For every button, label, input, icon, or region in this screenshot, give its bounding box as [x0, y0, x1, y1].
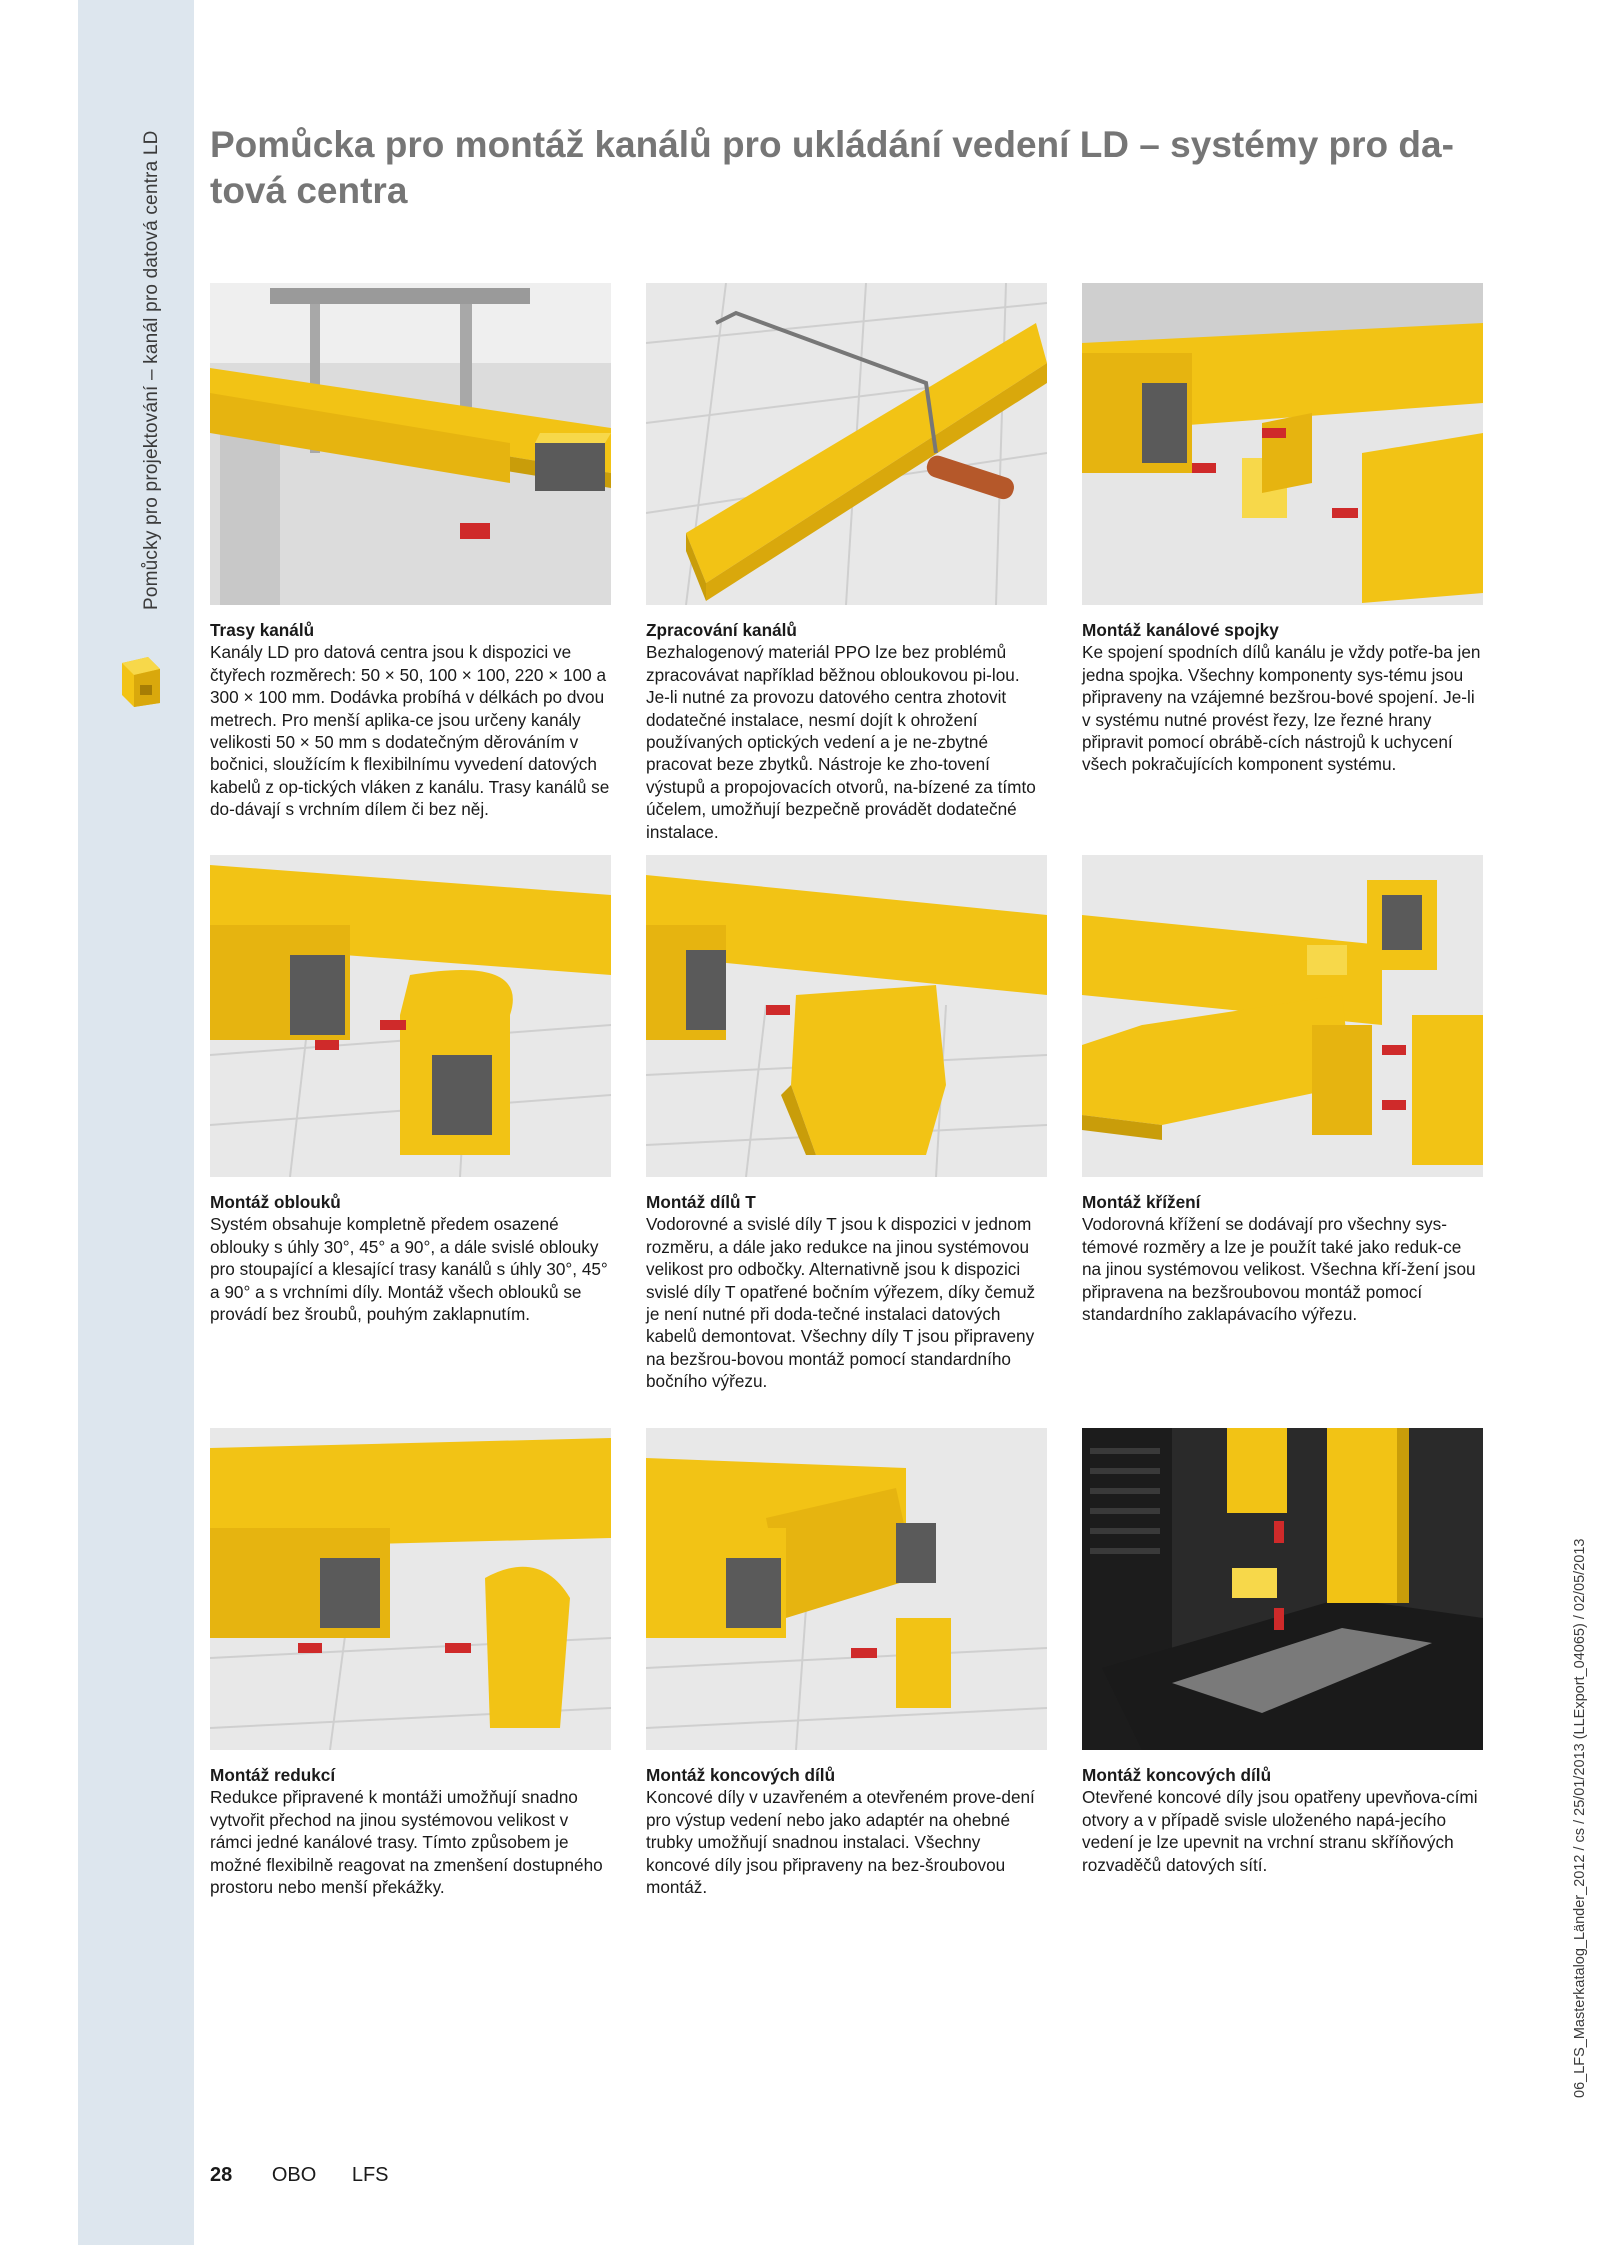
caption-t-piece-mounting [646, 1191, 1047, 1393]
caption-heading: Trasy kanálů [210, 620, 315, 640]
caption-text: Bezhalogenový materiál PPO lze bez problémů zpracovávat například běžnou obloukovou pi-lou. Je-li nutné za provozu datového centra zhotovit dodatečné instalace, nesmí dojít k ohrožení používaných optických vedení a je ne-zbytné pracovat beze zbytků. Nástroje ke zho-tovení výstupů a propojovacích otvorů, na-bízené za tímto účelem, umožňují bezpečně provádět dodatečné instalace. [646, 642, 1036, 842]
caption-heading: Montáž oblouků [210, 1192, 341, 1212]
page-footer [210, 2164, 419, 2187]
caption-heading: Montáž křížení [1082, 1192, 1201, 1212]
caption-heading: Montáž redukcí [210, 1765, 336, 1785]
caption-heading: Montáž kanálové spojky [1082, 620, 1279, 640]
caption-channel-processing [646, 619, 1047, 843]
caption-heading: Montáž koncových dílů [646, 1765, 836, 1785]
caption-text: Vodorovná křížení se dodávají pro všechny sys-témové rozměry a lze je použít také jako reduk-ce na jinou systémovou velikost. Všechna kří-žení jsou připravena na bezšroubovou montáž pomocí standardního zaklapávacího výřezu. [1082, 1214, 1476, 1325]
caption-text: Redukce připravené k montáži umožňují snadno vytvořit přechod na jinou systémovou velikost v rámci jedné kanálové trasy. Tímto způsobem je možné flexibilně reagovat na zmenšení dostupného prostoru nebo menší překážky. [210, 1787, 603, 1898]
footer-brand: OBO [271, 2164, 317, 2186]
photo-channel-routes [210, 283, 611, 605]
caption-coupler-mounting [1082, 619, 1483, 776]
caption-channel-routes [210, 619, 611, 821]
caption-heading: Montáž dílů T [646, 1192, 756, 1212]
photo-coupler-mounting [1082, 283, 1483, 605]
caption-open-end-piece-mounting [1082, 1764, 1483, 1876]
caption-bend-mounting [210, 1191, 611, 1325]
photo-t-piece-mounting [646, 855, 1047, 1177]
photo-channel-processing [646, 283, 1047, 605]
footer-section: LFS [351, 2164, 389, 2186]
caption-text: Kanály LD pro datová centra jsou k dispozici ve čtyřech rozměrech: 50 × 50, 100 × 100, 220 × 100 a 300 × 100 mm. Dodávka probíhá v délkách po dvou metrech. Pro menší aplika-ce jsou určeny kanály velikosti 50 × 50 mm s dodatečným děrováním v bočnici, sloužícím k flexibilnímu vyvedení datových kabelů z op-tických vláken z kanálu. Trasy kanálů se do-dávají s vrchním dílem či bez něj. [210, 642, 610, 820]
page-number: 28 [210, 2164, 233, 2186]
photo-crossing-mounting [1082, 855, 1483, 1177]
caption-text: Vodorovné a svislé díly T jsou k dispozici v jednom rozměru, a dále jako redukce na jinou systémovou velikost pro odbočky. Alternativně jsou k dispozici svislé díly T opatřené bočním výřezem, díky čemuž je není nutné při doda-tečné instalaci datových kabelů demontovat. Všechny díly T jsou připraveny na bezšrou-bovou montáž pomocí standardního bočního výřezu. [646, 1214, 1036, 1392]
photo-bend-mounting [210, 855, 611, 1177]
caption-text: Ke spojení spodních dílů kanálu je vždy potře-ba jen jedna spojka. Všechny komponenty sys-tému jsou připraveny na vzájemné bezšrou-bové spojení. Je-li v systému nutné provést řezy, lze řezné hrany připravit pomocí obrábě-cích nástrojů k uchycení všech pokračujících komponent systému. [1082, 642, 1481, 775]
caption-end-piece-mounting [646, 1764, 1047, 1898]
photo-end-piece-mounting [646, 1428, 1047, 1750]
photo-open-end-piece-mounting [1082, 1428, 1483, 1750]
caption-crossing-mounting [1082, 1191, 1483, 1325]
caption-heading: Zpracování kanálů [646, 620, 797, 640]
page-title: Pomůcka pro montáž kanálů pro ukládání vedení LD – systémy pro da-tová centra [210, 124, 1454, 211]
caption-text: Systém obsahuje kompletně předem osazené oblouky s úhly 30°, 45° a 90°, a dále svislé oblouky pro stoupající a klesající trasy kanálů s úhly 30°, 45° a 90° a s vrchními díly. Montáž všech oblouků se provádí bez šroubů, pouhým zaklapnutím. [210, 1214, 608, 1325]
photo-reducer-mounting [210, 1428, 611, 1750]
caption-text: Otevřené koncové díly jsou opatřeny upevňova-cími otvory a v případě svisle uloženého napá-jecího vedení je lze upevnit na vrchní stranu skříňových rozvaděčů datových sítí. [1082, 1787, 1478, 1875]
sidebar-band [78, 0, 194, 2245]
caption-reducer-mounting [210, 1764, 611, 1898]
caption-heading: Montáž koncových dílů [1082, 1765, 1272, 1785]
caption-text: Koncové díly v uzavřeném a otevřeném prove-dení pro výstup vedení nebo jako adaptér na ohebné trubky umožňují snadnou instalaci. Všechny koncové díly jsou připraveny na bez-šroubovou montáž. [646, 1787, 1035, 1898]
yellow-channel-icon [118, 655, 164, 709]
